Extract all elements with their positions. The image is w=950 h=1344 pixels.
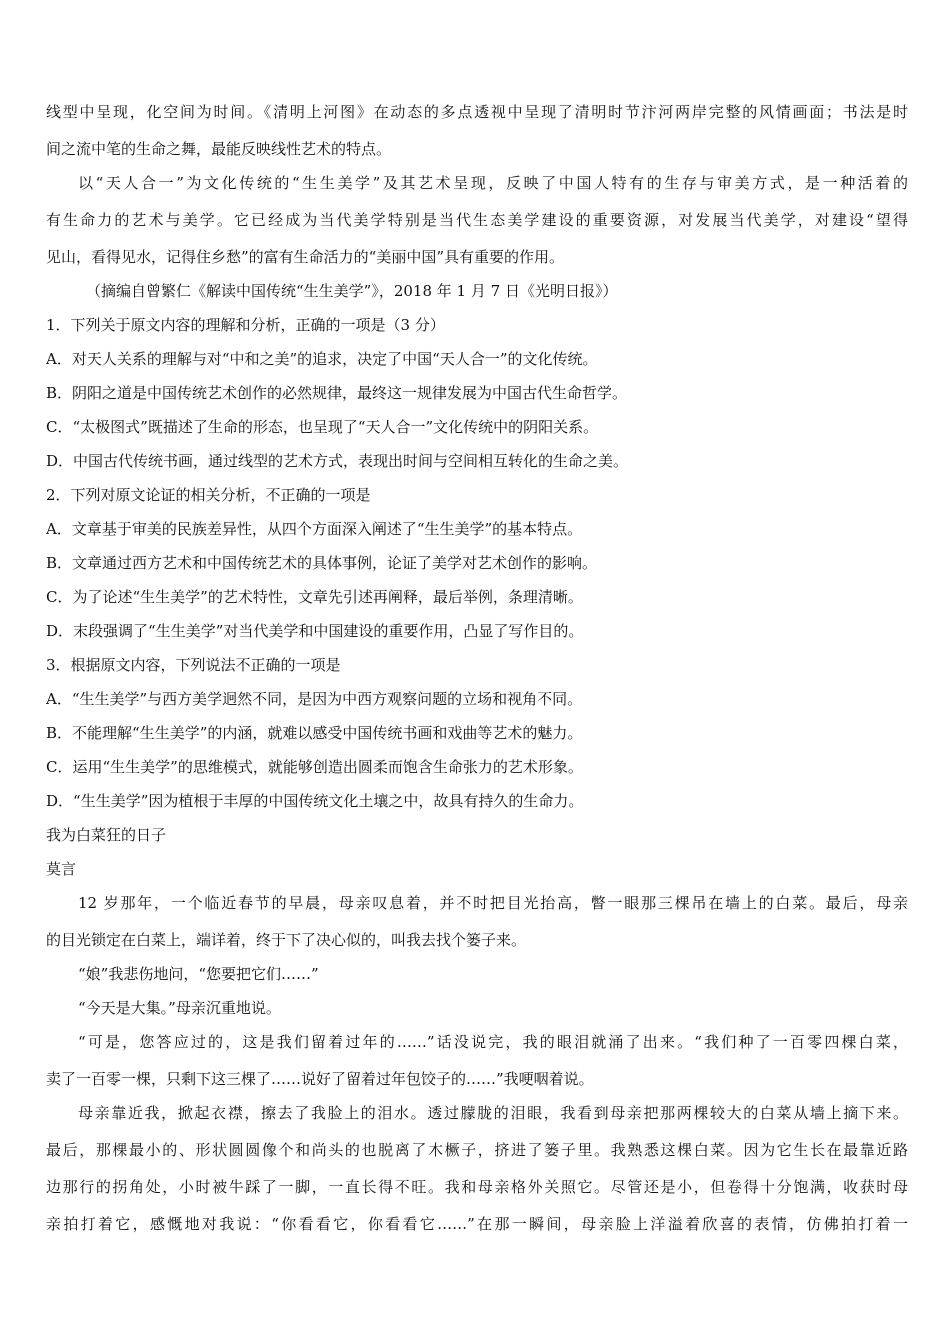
story-p4-line1: “可是，您答应过的，这是我们留着过年的……”话没说完，我的眼泪就涌了出来。“我们种了一百零四棵白菜， [78, 1033, 908, 1051]
question-2-option-b: B．文章通过西方艺术和中国传统艺术的具体事例，论证了美学对艺术创作的影响。 [46, 554, 598, 572]
question-3-option-c: C．运用“生生美学”的思维模式，就能够创造出圆柔而饱含生命张力的艺术形象。 [46, 758, 583, 776]
story-p5-line1: 母亲靠近我，掀起衣襟，擦去了我脸上的泪水。透过朦胧的泪眼，我看到母亲把那两棵较大的白菜从墙上摘下来。 [78, 1104, 908, 1122]
question-3-stem: 3．根据原文内容，下列说法不正确的一项是 [46, 656, 341, 674]
question-2-option-c: C．为了论述“生生美学”的艺术特性，文章先引述再阐释，最后举例，条理清晰。 [46, 588, 583, 606]
story-p1-line1: 12 岁那年，一个临近春节的早晨，母亲叹息着，并不时把目光抬高，瞥一眼那三棵吊在墙上的白菜。最后，母亲 [78, 894, 908, 912]
question-1-option-c: C．“太极图式”既描述了生命的形态，也呈现了“天人合一”文化传统中的阴阳关系。 [46, 418, 599, 436]
story-p2: “娘”我悲伤地问，“您要把它们……” [78, 965, 319, 983]
question-2-option-d: D．末段强调了“生生美学”对当代美学和中国建设的重要作用，凸显了写作目的。 [46, 622, 584, 640]
question-1-option-d: D．中国古代传统书画，通过线型的艺术方式，表现出时间与空间相互转化的生命之美。 [46, 452, 629, 470]
question-1-option-a: A．对天人关系的理解与对“中和之美”的追求，决定了中国“天人合一”的文化传统。 [46, 350, 598, 368]
story-title: 我为白菜狂的日子 [46, 826, 167, 844]
question-3-option-a: A．“生生美学”与西方美学迥然不同，是因为中西方观察问题的立场和视角不同。 [46, 690, 583, 708]
question-3-option-d: D．“生生美学”因为植根于丰厚的中国传统文化土壤之中，故具有持久的生命力。 [46, 792, 584, 810]
story-p5-line4: 亲拍打着它，感慨地对我说：“你看看它，你看看它……”在那一瞬间，母亲脸上洋溢着欣喜的表情，仿佛拍打着一 [46, 1215, 908, 1233]
story-author: 莫言 [46, 860, 77, 878]
essay-p1-line1: 线型中呈现，化空间为时间。《清明上河图》在动态的多点透视中呈现了清明时节汴河两岸完整的风情画面；书法是时 [46, 103, 908, 121]
essay-p2-line2: 有生命力的艺术与美学。它已经成为当代美学特别是当代生态美学建设的重要资源，对发展当代美学，对建设“望得 [46, 211, 908, 229]
essay-p1-line2: 间之流中笔的生命之舞，最能反映线性艺术的特点。 [46, 140, 392, 158]
question-1-option-b: B．阴阳之道是中国传统艺术创作的必然规律，最终这一规律发展为中国古代生命哲学。 [46, 384, 628, 402]
essay-p2-line1: 以“天人合一”为文化传统的“生生美学”及其艺术呈现，反映了中国人特有的生存与审美方式，是一种活着的 [78, 174, 908, 192]
story-p3: “今天是大集。”母亲沉重地说。 [78, 999, 281, 1017]
question-1-stem: 1．下列关于原文内容的理解和分析，正确的一项是（3 分） [46, 316, 445, 334]
story-p5-line2: 最后，那棵最小的、形状圆圆像个和尚头的也脱离了木橛子，挤进了篓子里。我熟悉这棵白菜。因为它生长在最靠近路 [46, 1141, 908, 1159]
essay-source: （摘编自曾繁仁《解读中国传统“生生美学”》，2018 年 1 月 7 日《光明日报》） [86, 282, 618, 300]
question-2-option-a: A．文章基于审美的民族差异性，从四个方面深入阐述了“生生美学”的基本特点。 [46, 520, 583, 538]
question-3-option-b: B．不能理解“生生美学”的内涵，就难以感受中国传统书画和戏曲等艺术的魅力。 [46, 724, 583, 742]
story-p1-line2: 的目光锁定在白菜上，端详着，终于下了决心似的，叫我去找个篓子来。 [46, 931, 527, 949]
essay-p2-line3: 见山，看得见水，记得住乡愁”的富有生命活力的“美丽中国”具有重要的作用。 [46, 248, 565, 266]
question-2-stem: 2．下列对原文论证的相关分析，不正确的一项是 [46, 486, 371, 504]
story-p4-line2: 卖了一百零一棵，只剩下这三棵了……说好了留着过年包饺子的……”我哽咽着说。 [46, 1070, 594, 1088]
story-p5-line3: 边那行的拐角处，小时被牛踩了一脚，一直长得不旺。我和母亲格外关照它。尽管还是小，但卷得十分饱满，收获时母 [46, 1178, 908, 1196]
